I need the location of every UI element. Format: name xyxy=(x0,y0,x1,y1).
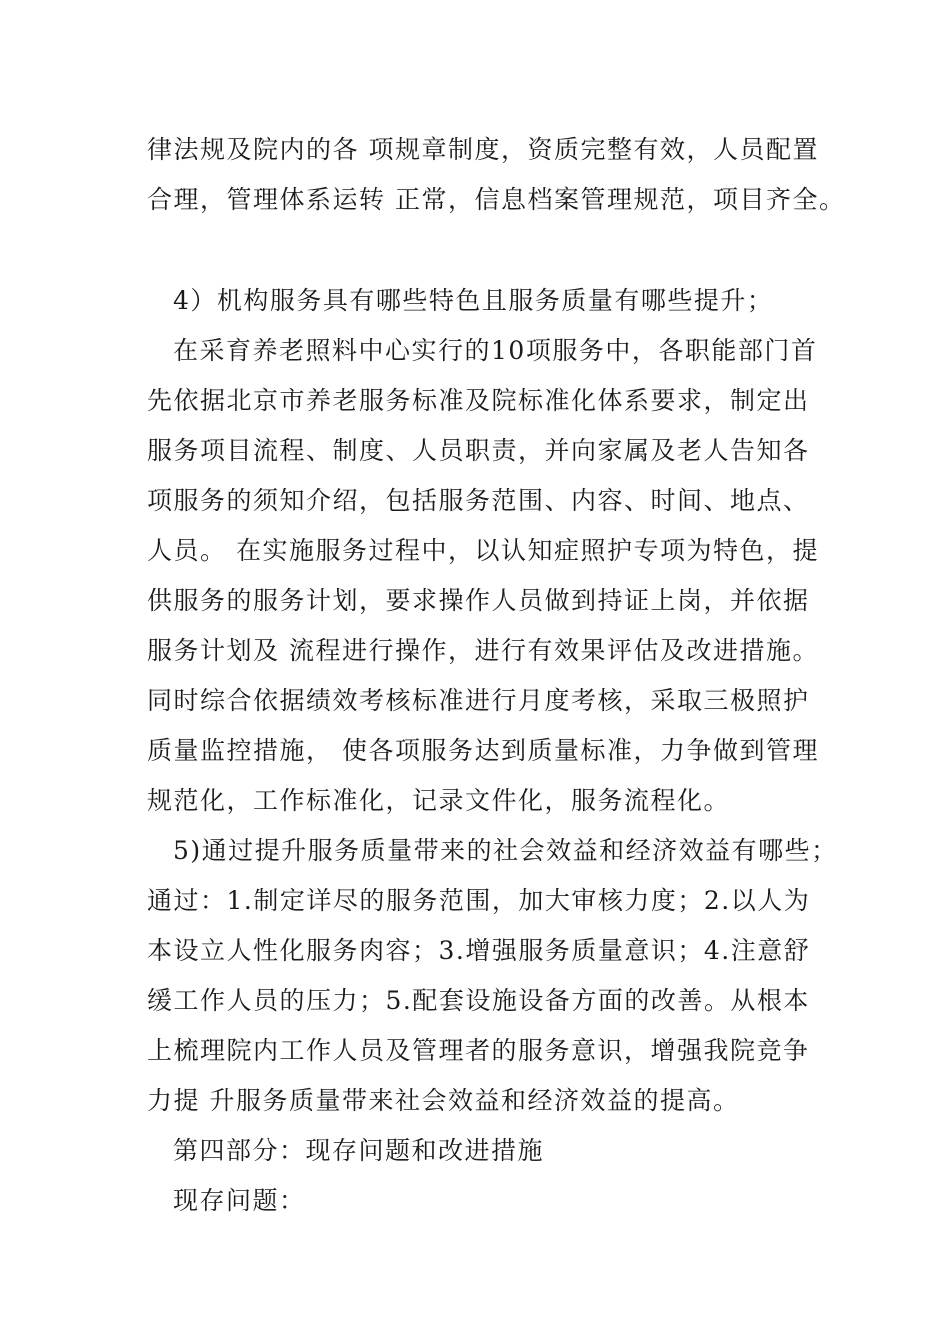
text-line: 本设立人性化服务肉容；3.增强服务质量意识；4.注意舒 xyxy=(147,936,811,965)
text-line: 先依据北京市养老服务标准及院标准化体系要求，制定出 xyxy=(147,386,810,415)
text-line: 通过：1.制定详尽的服务范围，加大审核力度；2.以人为 xyxy=(147,886,811,915)
text-line: 在采育养老照料中心实行的10项服务中，各职能部门首 xyxy=(173,336,818,365)
text-line: 上梳理院内工作人员及管理者的服务意识，增强我院竞争 xyxy=(147,1036,810,1065)
text-line: 力提 升服务质量带来社会效益和经济效益的提高。 xyxy=(147,1086,740,1115)
text-line: 质量监控措施， 使各项服务达到质量标准，力争做到管理 xyxy=(147,736,819,765)
text-line: 人员。 在实施服务过程中，以认知症照护专项为特色，提 xyxy=(147,536,819,565)
text-line: 规范化，工作标准化，记录文件化，服务流程化。 xyxy=(147,786,731,815)
section-heading: 4）机构服务具有哪些特色且服务质量有哪些提升； xyxy=(173,286,774,315)
text-line: 服务项目流程、制度、人员职责，并向家属及老人告知各 xyxy=(147,436,810,465)
section-heading: 5)通过提升服务质量带来的社会效益和经济效益有哪些； xyxy=(173,836,838,865)
text-line: 服务计划及 流程进行操作，进行有效果评估及改进措施。 xyxy=(147,636,819,665)
subheading: 现存问题： xyxy=(173,1186,306,1215)
text-line: 同时综合依据绩效考核标准进行月度考核，采取三极照护 xyxy=(147,686,810,715)
part-heading: 第四部分：现存问题和改进措施 xyxy=(173,1136,545,1165)
text-line: 项服务的须知介绍，包括服务范围、内容、时间、地点、 xyxy=(147,486,810,515)
text-line: 律法规及院内的各 项规章制度，资质完整有效，人员配置 xyxy=(147,135,819,164)
text-line: 缓工作人员的压力；5.配套设施设备方面的改善。从根本 xyxy=(147,986,810,1015)
text-line: 合理，管理体系运转 正常，信息档案管理规范，项目齐全。 xyxy=(147,185,846,214)
text-line: 供服务的服务计划，要求操作人员做到持证上岗，并依据 xyxy=(147,586,810,615)
